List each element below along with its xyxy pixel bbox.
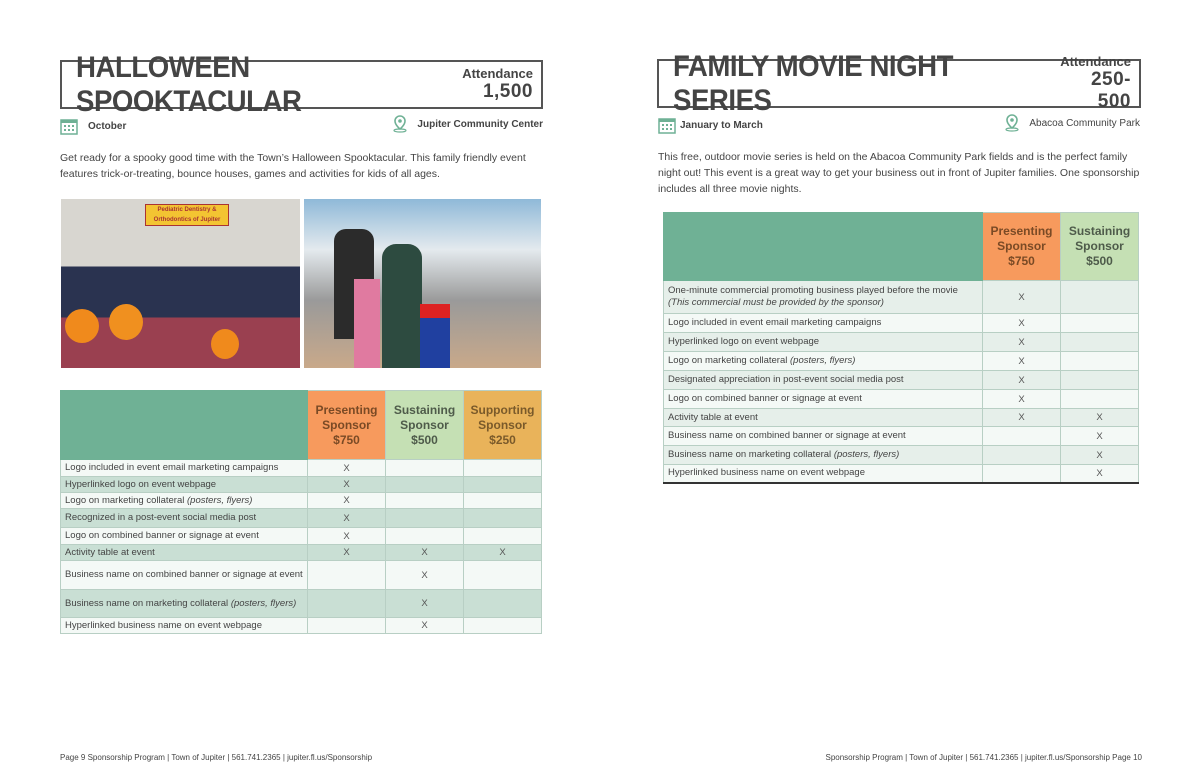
- table-row: [664, 314, 1139, 333]
- benefit-mark: [308, 590, 386, 618]
- header-presenting: Presenting Sponsor $750: [308, 391, 386, 460]
- benefit-mark: [464, 460, 542, 477]
- benefit-mark: X: [983, 409, 1061, 427]
- location-text: Jupiter Community Center: [417, 118, 543, 130]
- benefit-mark: X: [308, 545, 386, 561]
- event-description: Get ready for a spooky good time with the Town’s Halloween Spooktacular. This family friendly event features trick-or-treating, bounce houses, games and activities for kids of all ages.: [60, 152, 526, 180]
- table-row: [664, 352, 1139, 371]
- benefit-mark: X: [464, 545, 542, 561]
- benefit-cell: Designated appreciation in post-event social media post: [664, 371, 983, 390]
- event-location: [391, 115, 543, 133]
- date-text: January to March: [680, 119, 763, 131]
- photo-sign: Pediatric Dentistry & Orthodontics of Jupiter: [145, 204, 229, 226]
- table-row: [664, 333, 1139, 352]
- benefit-mark: X: [386, 590, 464, 618]
- halloween-photo-family: [304, 199, 541, 368]
- benefit-mark: [1061, 390, 1139, 409]
- event-date: [60, 117, 126, 135]
- table-row: [664, 427, 1139, 446]
- header-sustaining: Sustaining Sponsor $500: [1061, 213, 1139, 281]
- table-row: [664, 371, 1139, 390]
- benefit-cell: Recognized in a post-event social media post: [61, 509, 308, 528]
- benefit-mark: X: [308, 528, 386, 545]
- benefit-cell: One-minute commercial promoting business played before the movie (This commercial must be provided by the sponsor): [664, 281, 983, 314]
- benefit-mark: X: [308, 509, 386, 528]
- footer-right: Sponsorship Program | Town of Jupiter | 561.741.2365 | jupiter.fl.us/Sponsorship Page 10: [825, 753, 1142, 762]
- halloween-sponsor-table: [60, 390, 542, 634]
- benefit-mark: [386, 528, 464, 545]
- benefit-mark: X: [386, 545, 464, 561]
- benefit-mark: [1061, 352, 1139, 371]
- benefit-mark: [1061, 371, 1139, 390]
- table-row: [664, 390, 1139, 409]
- benefit-cell: Business name on combined banner or signage at event: [61, 561, 308, 590]
- table-row: [61, 528, 542, 545]
- benefit-mark: [308, 618, 386, 634]
- benefit-cell: Hyperlinked logo on event webpage: [664, 333, 983, 352]
- benefit-mark: X: [308, 460, 386, 477]
- benefit-cell: Hyperlinked business name on event webpage: [61, 618, 308, 634]
- table-row: [61, 460, 542, 477]
- attendance-value: 1,500: [482, 81, 533, 102]
- header-sustaining: Sustaining Sponsor $500: [386, 391, 464, 460]
- table-row: [61, 590, 542, 618]
- benefit-cell: Business name on marketing collateral (posters, flyers): [61, 590, 308, 618]
- footer-left: Page 9 Sponsorship Program | Town of Jupiter | 561.741.2365 | jupiter.fl.us/Sponsorship: [60, 753, 373, 762]
- benefit-mark: X: [1061, 409, 1139, 427]
- header-supporting: Supporting Sponsor $250: [464, 391, 542, 460]
- benefit-cell: Activity table at event: [664, 409, 983, 427]
- event-location: [1003, 114, 1140, 132]
- location-pin-icon: [1003, 114, 1021, 132]
- benefit-mark: X: [983, 333, 1061, 352]
- event-description: This free, outdoor movie series is held on the Abacoa Community Park fields and is the perfect family night out! This event is a great way to get your business out in front of Jupiter families. One sponsorship includes all three movie nights.: [658, 151, 1140, 195]
- table-row: [664, 281, 1139, 314]
- benefit-cell: Logo on marketing collateral (posters, flyers): [664, 352, 983, 371]
- benefit-mark: X: [386, 618, 464, 634]
- benefit-mark: [386, 477, 464, 493]
- date-text: October: [88, 120, 127, 132]
- calendar-icon: [658, 116, 676, 134]
- table-row: [664, 409, 1139, 427]
- table-row: [61, 477, 542, 493]
- benefit-mark: [464, 509, 542, 528]
- table-row: [61, 618, 542, 634]
- location-text: Abacoa Community Park: [1029, 117, 1140, 129]
- table-row: [61, 545, 542, 561]
- event-title-box: [657, 49, 1141, 117]
- attendance-label: Attendance: [462, 66, 533, 81]
- benefit-cell: Logo included in event email marketing campaigns: [61, 460, 308, 477]
- benefit-mark: [386, 460, 464, 477]
- benefit-mark: [464, 618, 542, 634]
- benefit-mark: [464, 493, 542, 509]
- benefit-mark: X: [983, 314, 1061, 333]
- location-pin-icon: [391, 115, 409, 133]
- benefit-cell: Hyperlinked logo on event webpage: [61, 477, 308, 493]
- event-title: HALLOWEEN SPOOKTACULAR: [76, 50, 302, 118]
- benefit-mark: X: [308, 477, 386, 493]
- benefit-cell: Hyperlinked business name on event webpage: [664, 465, 983, 483]
- table-row: [61, 493, 542, 509]
- benefit-mark: X: [1061, 446, 1139, 465]
- benefit-mark: [464, 528, 542, 545]
- benefit-mark: X: [1061, 427, 1139, 446]
- attendance: [1060, 54, 1131, 113]
- benefit-mark: [1061, 333, 1139, 352]
- header-blank: [664, 213, 983, 281]
- benefit-cell: Logo on combined banner or signage at event: [664, 390, 983, 409]
- event-title-box: [60, 50, 543, 118]
- attendance: [462, 66, 533, 103]
- benefit-mark: [386, 493, 464, 509]
- table-row: [664, 446, 1139, 465]
- benefit-mark: [386, 509, 464, 528]
- halloween-photo-booth: [61, 199, 300, 368]
- event-title: FAMILY MOVIE NIGHT SERIES: [673, 49, 954, 117]
- attendance-value: 250-500: [1090, 69, 1131, 112]
- benefit-mark: X: [983, 390, 1061, 409]
- benefit-mark: X: [983, 371, 1061, 390]
- event-date: [658, 116, 763, 134]
- benefit-mark: [1061, 314, 1139, 333]
- benefit-mark: [983, 465, 1061, 483]
- benefit-cell: Logo on marketing collateral (posters, flyers): [61, 493, 308, 509]
- benefit-mark: X: [386, 561, 464, 590]
- benefit-cell: Business name on marketing collateral (posters, flyers): [664, 446, 983, 465]
- benefit-mark: [464, 561, 542, 590]
- benefit-mark: [983, 427, 1061, 446]
- benefit-cell: Business name on combined banner or signage at event: [664, 427, 983, 446]
- calendar-icon: [60, 117, 78, 135]
- benefit-mark: [464, 590, 542, 618]
- benefit-mark: [464, 477, 542, 493]
- benefit-mark: [308, 561, 386, 590]
- table-row: [61, 561, 542, 590]
- header-blank: [61, 391, 308, 460]
- header-presenting: Presenting Sponsor $750: [983, 213, 1061, 281]
- benefit-cell: Activity table at event: [61, 545, 308, 561]
- table-row: [664, 465, 1139, 483]
- benefit-mark: X: [983, 281, 1061, 314]
- benefit-mark: [1061, 281, 1139, 314]
- benefit-cell: Logo included in event email marketing campaigns: [664, 314, 983, 333]
- benefit-mark: X: [308, 493, 386, 509]
- table-row: [61, 509, 542, 528]
- benefit-mark: X: [1061, 465, 1139, 483]
- benefit-mark: [983, 446, 1061, 465]
- benefit-cell: Logo on combined banner or signage at event: [61, 528, 308, 545]
- benefit-mark: X: [983, 352, 1061, 371]
- movie-sponsor-table: [663, 212, 1139, 484]
- attendance-label: Attendance: [1060, 54, 1131, 69]
